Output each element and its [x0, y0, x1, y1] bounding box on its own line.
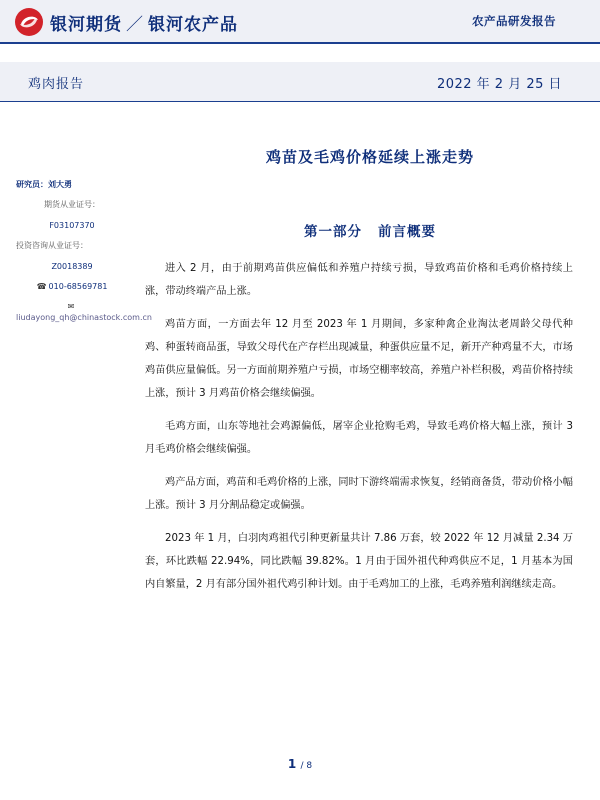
paragraph: 进入 2 月，由于前期鸡苗供应偏低和养殖户持续亏损，导致鸡苗价格和毛鸡价格持续上涨，带动终端产品上涨。 [145, 263, 573, 297]
galaxy-logo-icon [14, 7, 44, 37]
section-heading [145, 220, 595, 240]
futures-cert: F03107370 [49, 220, 95, 230]
brand-main: 银河期货 [50, 15, 122, 35]
section-name: 前言概要 [378, 224, 436, 240]
phone-number: 010-68569781 [48, 281, 108, 291]
report-body [145, 257, 573, 606]
email-address: liudayong_qh@chinastock.com.cn [16, 312, 152, 322]
brand-name [50, 10, 238, 35]
report-type: 农产品研发报告 [472, 14, 556, 28]
page-number [0, 757, 600, 771]
brand-divider: ／ [126, 15, 144, 35]
paragraph: 2023 年 1 月，白羽肉鸡祖代引种更新量共计 7.86 万套，较 2022 年 12 月减量 2.34 万套，环比跌幅 22.94%，同比跌幅 39.82%。1 月由于国外祖代种鸡供应不足，1 月基本为国内自繁量，2 月有部分国外祖代鸡引种计划。由于毛鸡加工的上涨，毛鸡养殖利润继续走高。 [145, 533, 573, 590]
researcher-label: 研究员： [16, 180, 48, 189]
section-part: 第一部分 [304, 224, 362, 240]
mail-icon: ✉ [67, 302, 75, 312]
futures-cert-label: 期货从业证号： [44, 200, 100, 210]
total-pages: / 8 [300, 761, 313, 771]
current-page: 1 [287, 757, 297, 771]
paragraph: 鸡产品方面，鸡苗和毛鸡价格的上涨，同时下游终端需求恢复，经销商备货，带动价格小幅上涨。预计 3 月分割品稳定或偏强。 [145, 477, 573, 511]
top-banner [0, 0, 600, 44]
advisor-cert-label: 投资咨询从业证号： [16, 241, 88, 251]
brand-sub: 银河农产品 [148, 15, 238, 35]
phone-icon: ☎ [36, 281, 47, 291]
paragraph: 毛鸡方面，山东等地社会鸡源偏低，屠宰企业抢购毛鸡，导致毛鸡价格大幅上涨，预计 3 月毛鸡价格会继续偏强。 [145, 421, 573, 455]
paragraph: 鸡苗方面，一方面去年 12 月至 2023 年 1 月期间，多家种禽企业淘汰老周龄父母代种鸡、种蛋转商品蛋，导致父母代在产存栏出现减量，种蛋供应量不足，新开产种鸡量不大，市场鸡苗供应量偏低。另一方面前期养殖户亏损，市场空棚率较高，养殖户补栏积极，鸡苗价格持续上涨，预计 3 月鸡苗价格会继续偏强。 [145, 319, 573, 399]
phone [16, 282, 128, 292]
document-title: 鸡苗及毛鸡价格延续上涨走势 [265, 148, 474, 166]
author-sidebar [16, 180, 152, 333]
email [16, 302, 152, 323]
sub-banner [0, 62, 600, 102]
researcher [16, 180, 128, 190]
researcher-name: 刘大勇 [48, 180, 72, 189]
report-date: 2022 年 2 月 25 日 [436, 77, 562, 92]
advisor-cert: Z0018389 [51, 261, 93, 271]
report-category: 鸡肉报告 [28, 77, 85, 92]
